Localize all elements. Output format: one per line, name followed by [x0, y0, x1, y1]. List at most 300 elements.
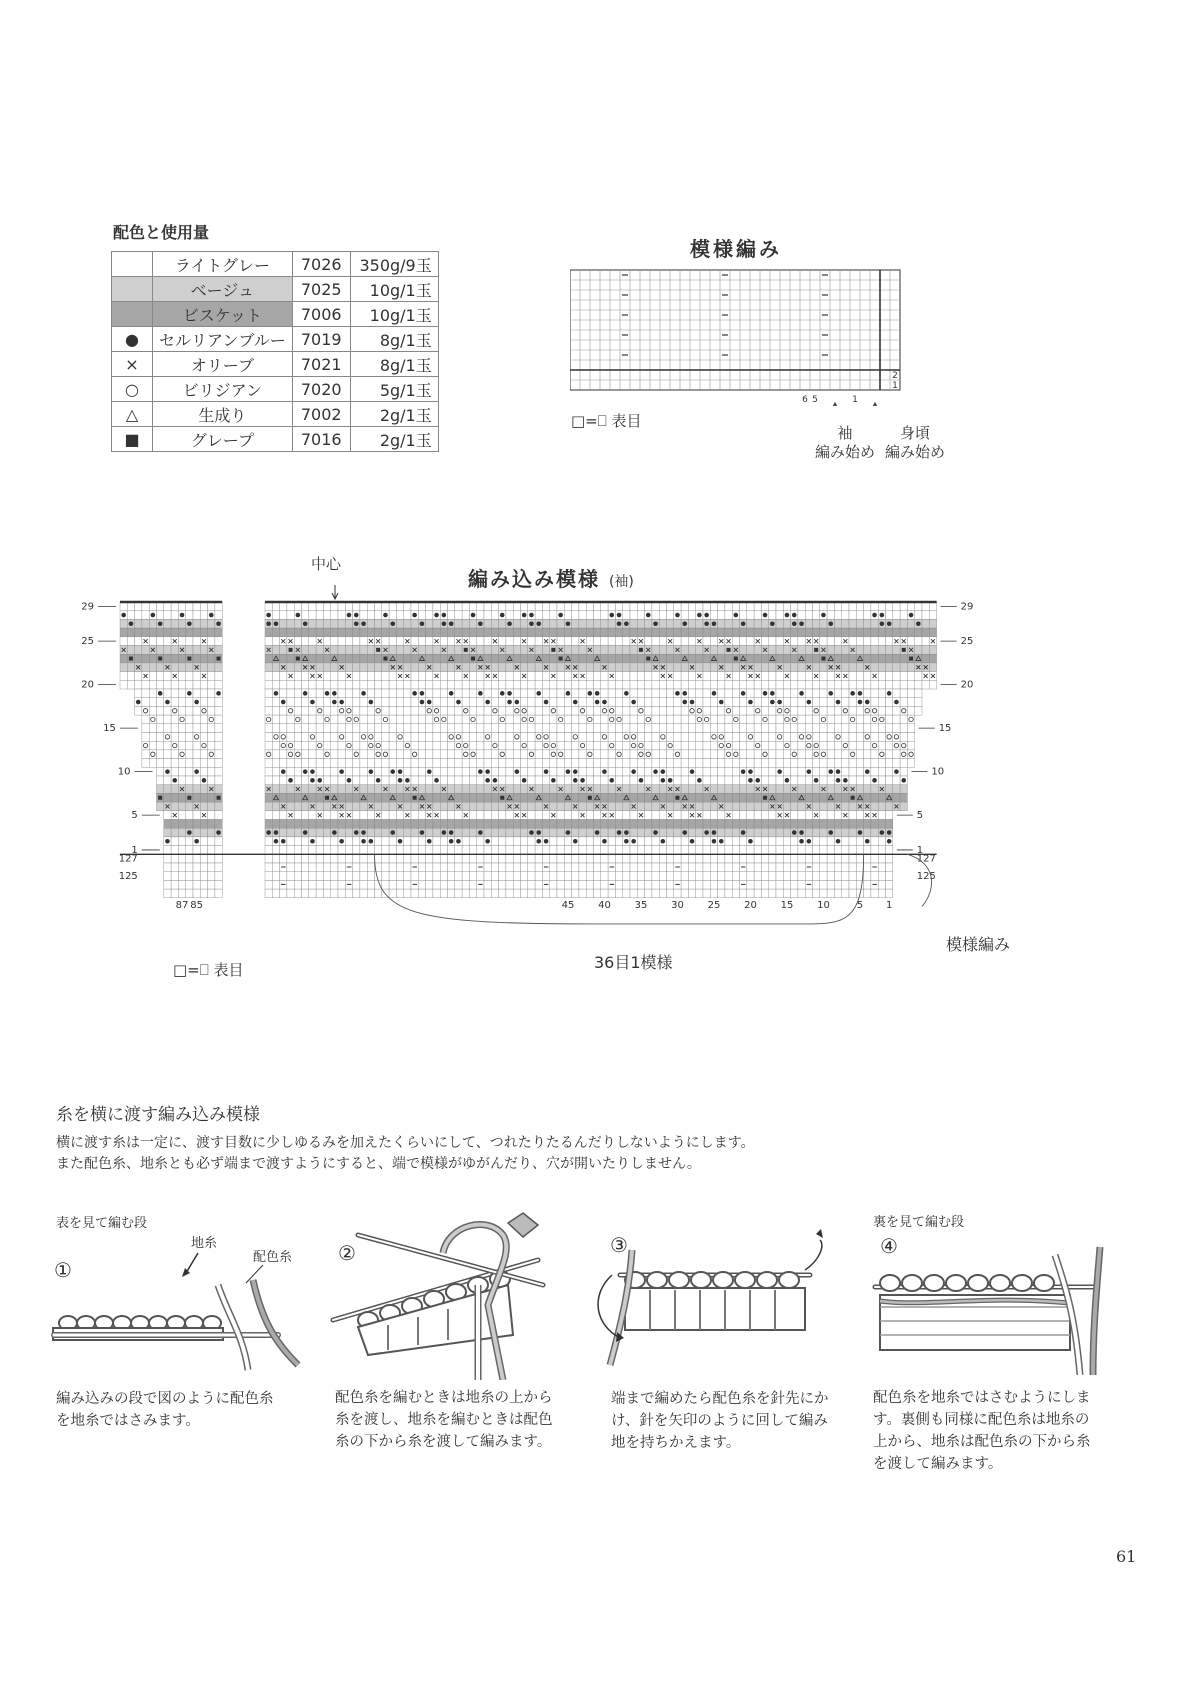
dot-symbol: [361, 621, 366, 626]
dot-symbol: [697, 613, 702, 618]
dot-symbol: [158, 621, 163, 626]
color-symbol: ■: [112, 427, 153, 452]
dot-symbol: [390, 830, 395, 835]
dot-symbol: [653, 621, 658, 626]
dot-symbol: [398, 778, 403, 783]
square-symbol: [129, 657, 133, 661]
dot-symbol: [500, 613, 505, 618]
dot-symbol: [310, 778, 315, 783]
dot-symbol: [639, 778, 644, 783]
dot-symbol: [536, 691, 541, 696]
left-row-label: 1: [131, 844, 138, 856]
dot-symbol: [405, 778, 410, 783]
dot-symbol: [274, 830, 279, 835]
dot-symbol: [631, 700, 636, 705]
dot-symbol: [741, 691, 746, 696]
dot-symbol: [390, 769, 395, 774]
left-row-label: 25: [81, 636, 94, 648]
dot-symbol: [865, 700, 870, 705]
square-symbol: [814, 648, 818, 652]
square-symbol: [217, 657, 221, 661]
dot-symbol: [799, 830, 804, 835]
dot-symbol: [799, 839, 804, 844]
dot-symbol: [792, 621, 797, 626]
col-label: 87: [175, 899, 189, 911]
color-name: セルリアンブルー: [153, 327, 293, 352]
dot-symbol: [266, 621, 271, 626]
left-row-label: 10: [117, 766, 131, 778]
dot-symbol: [595, 830, 600, 835]
color-name: ビリジアン: [153, 377, 293, 402]
dot-symbol: [129, 621, 134, 626]
dot-symbol: [748, 839, 753, 844]
color-amount: 10g/1玉: [350, 302, 438, 327]
dot-symbol: [807, 769, 812, 774]
dot-symbol: [202, 778, 207, 783]
dot-symbol: [850, 691, 855, 696]
dot-symbol: [194, 700, 199, 705]
dot-symbol: [777, 700, 782, 705]
left-row-label: 5: [131, 810, 138, 822]
color-code: 7025: [292, 277, 350, 302]
dot-symbol: [880, 621, 885, 626]
dot-symbol: [354, 830, 359, 835]
step1-illustration: [48, 1225, 318, 1375]
dot-symbol: [872, 613, 877, 618]
dot-symbol: [187, 621, 192, 626]
dot-symbol: [661, 769, 666, 774]
dot-symbol: [500, 691, 505, 696]
dot-symbol: [369, 700, 374, 705]
dot-symbol: [573, 839, 578, 844]
dot-symbol: [748, 778, 753, 783]
jacquard-col-labels: [176, 900, 893, 911]
dot-symbol: [909, 613, 914, 618]
dot-symbol: [317, 778, 322, 783]
dot-symbol: [522, 778, 527, 783]
color-code: 7019: [292, 327, 350, 352]
dot-symbol: [172, 778, 177, 783]
dot-symbol: [398, 769, 403, 774]
dot-symbol: [748, 769, 753, 774]
square-symbol: [675, 796, 679, 800]
square-symbol: [413, 796, 417, 800]
dot-symbol: [807, 700, 812, 705]
dot-symbol: [880, 613, 885, 618]
dot-symbol: [187, 691, 192, 696]
right-row-label: 127: [916, 853, 936, 865]
dot-symbol: [792, 613, 797, 618]
dot-symbol: [573, 769, 578, 774]
dot-symbol: [266, 613, 271, 618]
col-label: 45: [561, 899, 575, 911]
square-symbol: [909, 657, 913, 661]
color-symbol: [112, 277, 153, 302]
body-start-line-2: 編み始め: [885, 443, 946, 461]
pattern-knit-label: 模様編み: [946, 935, 1011, 954]
dot-symbol: [507, 621, 512, 626]
dot-symbol: [471, 613, 476, 618]
dot-symbol: [354, 613, 359, 618]
dot-symbol: [544, 700, 549, 705]
dot-symbol: [303, 769, 308, 774]
dot-symbol: [609, 778, 614, 783]
dot-symbol: [165, 839, 170, 844]
dot-symbol: [266, 830, 271, 835]
dot-symbol: [566, 769, 571, 774]
sleeve-start-line-2: 編み始め: [815, 443, 876, 461]
dot-symbol: [617, 613, 622, 618]
dot-symbol: [522, 613, 527, 618]
dot-symbol: [704, 621, 709, 626]
square-symbol: [851, 796, 855, 800]
color-row: [112, 327, 439, 352]
dot-symbol: [427, 839, 432, 844]
pattern-col-label: 1: [852, 395, 858, 405]
dot-symbol: [609, 613, 614, 618]
jacquard-grid: [117, 602, 937, 898]
square-symbol: [639, 648, 643, 652]
dot-symbol: [442, 613, 447, 618]
left-row-label: 125: [118, 871, 138, 883]
right-row-label: 15: [938, 723, 952, 735]
dot-symbol: [916, 621, 921, 626]
dot-symbol: [544, 839, 549, 844]
dot-symbol: [653, 830, 658, 835]
dot-symbol: [369, 769, 374, 774]
col-label: 40: [598, 899, 611, 911]
dot-symbol: [836, 769, 841, 774]
dot-symbol: [682, 691, 687, 696]
dot-symbol: [617, 830, 622, 835]
dot-symbol: [828, 769, 833, 774]
dot-symbol: [347, 778, 352, 783]
square-symbol: [217, 796, 221, 800]
dot-symbol: [682, 621, 687, 626]
dot-symbol: [420, 621, 425, 626]
dot-symbol: [281, 839, 286, 844]
dot-symbol: [194, 839, 199, 844]
color-table-title: 配色と使用量: [113, 223, 210, 242]
dot-symbol: [485, 778, 490, 783]
dot-symbol: [675, 613, 680, 618]
wrong-side-row-label: 裏を見て編む段: [873, 1215, 965, 1230]
dot-symbol: [274, 621, 279, 626]
dot-symbol: [828, 830, 833, 835]
dot-symbol: [734, 613, 739, 618]
square-symbol: [289, 648, 293, 652]
dot-symbol: [339, 839, 344, 844]
color-name: ビスケット: [153, 302, 293, 327]
dot-symbol: [427, 700, 432, 705]
step3-text: 端まで編めたら配色糸を針先にかけ、針を矢印のように回して編み地を持ちかえます。: [611, 1391, 829, 1451]
right-row-label: 25: [960, 636, 974, 648]
dot-symbol: [777, 769, 782, 774]
col-label: 10: [817, 899, 830, 911]
dot-symbol: [675, 691, 680, 696]
dot-symbol: [136, 700, 141, 705]
dot-symbol: [573, 778, 578, 783]
dot-symbol: [799, 691, 804, 696]
square-symbol: [588, 796, 592, 800]
dot-symbol: [894, 700, 899, 705]
dot-symbol: [310, 700, 315, 705]
col-label: 85: [190, 899, 204, 911]
dot-symbol: [544, 769, 549, 774]
dot-symbol: [449, 839, 454, 844]
dot-symbol: [187, 830, 192, 835]
dot-symbol: [763, 613, 768, 618]
dot-symbol: [595, 691, 600, 696]
dot-symbol: [434, 613, 439, 618]
dot-symbol: [770, 691, 775, 696]
col-label: 1: [885, 899, 893, 911]
dot-symbol: [712, 839, 717, 844]
dot-symbol: [194, 769, 199, 774]
dot-symbol: [821, 613, 826, 618]
dot-symbol: [595, 700, 600, 705]
dot-symbol: [354, 621, 359, 626]
dot-symbol: [434, 778, 439, 783]
step3-illustration: [590, 1220, 860, 1370]
dot-symbol: [602, 769, 607, 774]
color-row: [112, 427, 439, 452]
jacquard-subtitle: (袖): [608, 574, 634, 590]
square-symbol: [464, 648, 468, 652]
dot-symbol: [303, 691, 308, 696]
step2-text: 配色糸を編むときは地糸の上から糸を渡し、地糸を編むときは配色糸の下から糸を渡して編みます。: [335, 1390, 553, 1450]
square-symbol: [325, 796, 329, 800]
dot-symbol: [347, 613, 352, 618]
color-amount: 2g/1玉: [350, 402, 438, 427]
square-symbol: [646, 657, 650, 661]
square-symbol: [734, 657, 738, 661]
dot-symbol: [456, 700, 461, 705]
dot-symbol: [529, 621, 534, 626]
dot-symbol: [566, 691, 571, 696]
dot-symbol: [712, 830, 717, 835]
color-code: 7026: [292, 252, 350, 277]
dot-symbol: [755, 778, 760, 783]
dot-symbol: [588, 691, 593, 696]
intro-line-2: また配色糸、地糸とも必ず端まで渡すようにすると、端で模様がゆがんだり、穴が開いたりしません。: [56, 1156, 701, 1172]
square-symbol: [158, 657, 162, 661]
square-symbol: [296, 657, 300, 661]
dot-symbol: [624, 691, 629, 696]
dot-symbol: [427, 769, 432, 774]
dot-symbol: [442, 830, 447, 835]
dot-symbol: [836, 839, 841, 844]
left-row-label: 127: [118, 853, 138, 865]
right-row-label: 125: [916, 871, 936, 883]
col-label: 20: [744, 899, 757, 911]
color-row: [112, 277, 439, 302]
dot-symbol: [383, 613, 388, 618]
step1-text: 編み込みの段で図のように配色糸を地糸ではさみます。: [56, 1391, 274, 1429]
dot-symbol: [209, 613, 214, 618]
color-name: グレープ: [153, 427, 293, 452]
dot-symbol: [858, 700, 863, 705]
dot-symbol: [580, 778, 585, 783]
dot-symbol: [785, 778, 790, 783]
dot-symbol: [339, 700, 344, 705]
dot-symbol: [536, 621, 541, 626]
dot-symbol: [449, 830, 454, 835]
dot-symbol: [361, 691, 366, 696]
dot-symbol: [661, 839, 666, 844]
step1-color-yarn-label: 配色糸: [253, 1250, 293, 1265]
dot-symbol: [456, 839, 461, 844]
dot-symbol: [281, 700, 286, 705]
dot-symbol: [274, 839, 279, 844]
col-label: 25: [707, 899, 721, 911]
color-row: [112, 352, 439, 377]
dot-symbol: [697, 778, 702, 783]
dot-symbol: [814, 778, 819, 783]
color-amount: 8g/1玉: [350, 352, 438, 377]
square-symbol: [551, 648, 555, 652]
color-code: 7006: [292, 302, 350, 327]
step2-number: ②: [338, 1241, 356, 1265]
dot-symbol: [828, 691, 833, 696]
dot-symbol: [478, 830, 483, 835]
sleeve-start-label: [815, 424, 875, 462]
right-row-label: 10: [931, 766, 945, 778]
dot-symbol: [704, 613, 709, 618]
dot-symbol: [369, 839, 374, 844]
dot-symbol: [281, 769, 286, 774]
body-start-label: [885, 424, 945, 462]
body-start-line-1: 身頃: [900, 424, 931, 442]
dot-symbol: [719, 839, 724, 844]
dot-symbol: [325, 691, 330, 696]
page-number: 61: [1116, 1547, 1137, 1566]
pattern-row-label: 1: [892, 381, 898, 391]
color-row: [112, 402, 439, 427]
dot-symbol: [602, 839, 607, 844]
dot-symbol: [515, 700, 520, 705]
dot-symbol: [274, 691, 279, 696]
color-amount: 10g/1玉: [350, 277, 438, 302]
color-symbol: ●: [112, 327, 153, 352]
dot-symbol: [121, 613, 126, 618]
dot-symbol: [478, 691, 483, 696]
dot-symbol: [887, 839, 892, 844]
dot-symbol: [566, 830, 571, 835]
dot-symbol: [894, 769, 899, 774]
dot-symbol: [624, 830, 629, 835]
color-name: ベージュ: [153, 277, 293, 302]
dot-symbol: [158, 691, 163, 696]
square-symbol: [187, 796, 191, 800]
dot-symbol: [704, 830, 709, 835]
right-side-row-label: 表を見て編む段: [56, 1216, 148, 1231]
dot-symbol: [719, 700, 724, 705]
dot-symbol: [792, 830, 797, 835]
dot-symbol: [536, 830, 541, 835]
color-name: 生成り: [153, 402, 293, 427]
dot-symbol: [332, 830, 337, 835]
square-symbol: [471, 657, 475, 661]
right-row-label: 20: [960, 679, 974, 691]
step1-base-yarn-label: 地糸: [191, 1236, 218, 1251]
dot-symbol: [661, 778, 666, 783]
dot-symbol: [799, 621, 804, 626]
dot-symbol: [624, 839, 629, 844]
color-symbol: ×: [112, 352, 153, 377]
step4-illustration: [865, 1225, 1135, 1375]
dot-symbol: [668, 778, 673, 783]
dot-symbol: [507, 691, 512, 696]
dot-symbol: [529, 613, 534, 618]
color-symbol: [112, 252, 153, 277]
square-symbol: [821, 657, 825, 661]
color-symbol: ○: [112, 377, 153, 402]
dot-symbol: [865, 839, 870, 844]
color-row: [112, 252, 439, 277]
dot-symbol: [390, 621, 395, 626]
pattern-chart-title: 模様編み: [690, 237, 782, 261]
dot-symbol: [682, 700, 687, 705]
dot-symbol: [449, 691, 454, 696]
dot-symbol: [858, 691, 863, 696]
dot-symbol: [151, 613, 156, 618]
col-label: 35: [634, 899, 648, 911]
dot-symbol: [332, 691, 337, 696]
dot-symbol: [536, 839, 541, 844]
dot-symbol: [807, 839, 812, 844]
dot-symbol: [515, 769, 520, 774]
dot-symbol: [631, 769, 636, 774]
dot-symbol: [712, 691, 717, 696]
dot-symbol: [690, 769, 695, 774]
step1-number: ①: [54, 1258, 72, 1282]
dot-symbol: [551, 778, 556, 783]
dot-symbol: [165, 769, 170, 774]
dot-symbol: [741, 769, 746, 774]
sleeve-start-line-1: 袖: [837, 424, 853, 442]
color-symbol: [112, 302, 153, 327]
dot-symbol: [339, 769, 344, 774]
dot-symbol: [493, 778, 498, 783]
dot-symbol: [449, 621, 454, 626]
dot-symbol: [843, 778, 848, 783]
dot-symbol: [529, 830, 534, 835]
dot-symbol: [836, 778, 841, 783]
dot-symbol: [310, 839, 315, 844]
dot-symbol: [485, 769, 490, 774]
dot-symbol: [770, 621, 775, 626]
dot-symbol: [741, 621, 746, 626]
square-symbol: [763, 796, 767, 800]
left-row-label: 15: [103, 723, 116, 735]
dot-symbol: [887, 691, 892, 696]
dot-symbol: [216, 691, 221, 696]
center-label: 中心: [311, 555, 342, 573]
dot-symbol: [646, 613, 651, 618]
col-label: 15: [780, 899, 794, 911]
square-symbol: [500, 796, 504, 800]
left-row-label: 29: [81, 601, 94, 613]
dot-symbol: [682, 830, 687, 835]
dot-symbol: [412, 613, 417, 618]
dot-symbol: [770, 700, 775, 705]
right-row-label: 1: [916, 844, 924, 856]
dot-symbol: [624, 621, 629, 626]
col-label: 30: [671, 899, 684, 911]
dot-symbol: [566, 621, 571, 626]
color-amount: 5g/1玉: [350, 377, 438, 402]
